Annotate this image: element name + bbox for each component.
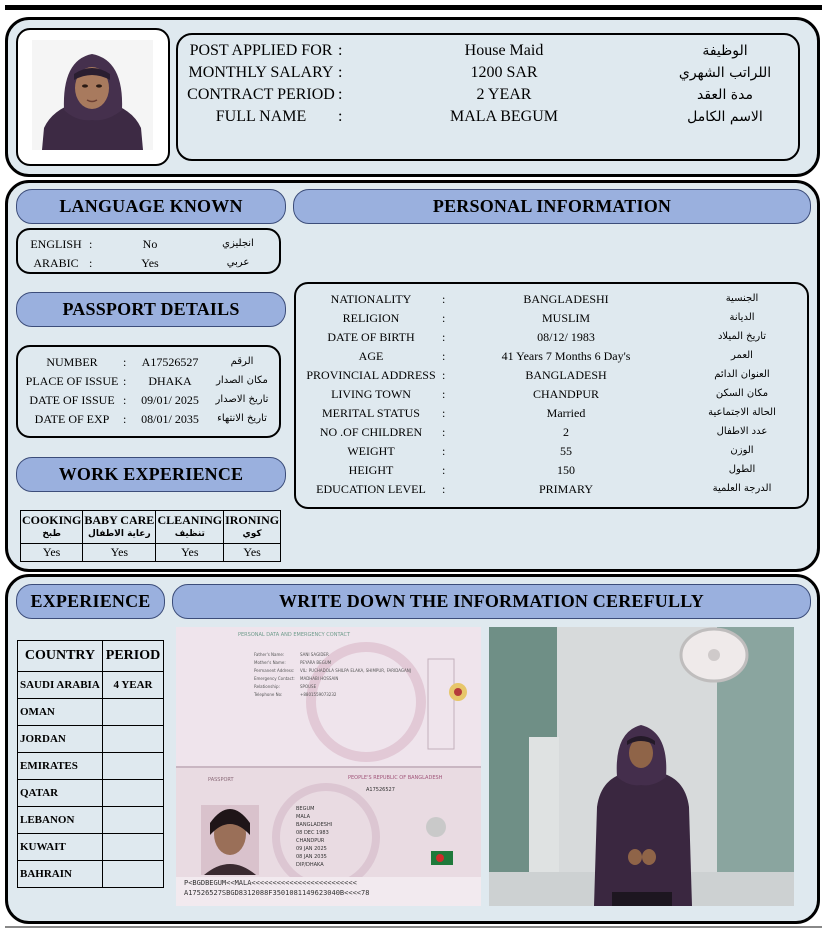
- top-rule: [5, 5, 822, 10]
- work-skill-ar: طبخ: [42, 529, 61, 539]
- personal-value: PRIMARY: [538, 482, 594, 496]
- scan-field-key: Mother's Name:: [254, 660, 286, 665]
- passport-colon: :: [123, 374, 127, 388]
- work-skill-value: Yes: [224, 544, 281, 562]
- work-experience-title: WORK EXPERIENCE: [16, 457, 286, 492]
- language-colon: :: [89, 256, 93, 270]
- language-known-title: LANGUAGE KNOWN: [16, 189, 286, 224]
- experience-period: [103, 807, 164, 834]
- work-skill-header: [21, 511, 83, 544]
- passport-arabic: تاريخ الاصدار: [215, 394, 269, 405]
- experience-country: KUWAIT: [18, 834, 103, 861]
- passport-colon: :: [123, 412, 127, 426]
- header-value: 2 YEAR: [476, 86, 532, 103]
- passport-mrz-line-1: P<BGDBEGUM<<MALA<<<<<<<<<<<<<<<<<<<<<<<<<: [184, 879, 357, 887]
- personal-arabic: عدد الاطفال: [716, 426, 768, 437]
- scan-name-line: DIP/DHAKA: [296, 862, 324, 868]
- work-skill-en: COOKING: [21, 513, 82, 527]
- scan-field-value: SPOUSE: [300, 684, 317, 689]
- header-arabic: الاسم الكامل: [687, 109, 763, 125]
- personal-colon: :: [442, 311, 446, 325]
- scan-name-line: MALA: [296, 814, 311, 820]
- experience-period: [103, 834, 164, 861]
- work-skill-value: Yes: [83, 544, 156, 562]
- work-skill-value: Yes: [21, 544, 83, 562]
- work-skill-value: Yes: [156, 544, 224, 562]
- header-value: MALA BEGUM: [449, 108, 558, 125]
- scan-field-value: SANI SAGIDER: [300, 652, 329, 657]
- personal-colon: :: [442, 482, 446, 496]
- experience-row: [18, 753, 164, 780]
- personal-label: EDUCATION LEVEL: [316, 482, 426, 496]
- personal-information-title: PERSONAL INFORMATION: [293, 189, 811, 224]
- work-experience-table: [20, 510, 281, 562]
- personal-value: MUSLIM: [541, 311, 590, 325]
- experience-country: EMIRATES: [18, 753, 103, 780]
- experience-title: EXPERIENCE: [16, 584, 165, 619]
- scan-field-value: VIL: PUCHADOLA SHILPA ELAKA, SHIMPUR, FARIDAGANJ: [300, 668, 411, 673]
- personal-colon: :: [442, 406, 446, 420]
- scan-name-line: 08 JAN 2035: [296, 854, 327, 860]
- profile-photo: [32, 40, 153, 150]
- bottom-rule: [5, 926, 822, 928]
- scan-field-row: [254, 667, 411, 675]
- personal-label: NATIONALITY: [330, 292, 412, 306]
- personal-value: BANGLADESH: [525, 368, 607, 382]
- personal-colon: :: [442, 292, 446, 306]
- personal-colon: :: [442, 387, 446, 401]
- header-arabic: مدة العقد: [697, 87, 753, 103]
- scan-name-line: BEGUM: [296, 806, 315, 812]
- scan-field-key: Telephone No:: [254, 692, 283, 697]
- passport-scan-fields: [254, 651, 411, 699]
- experience-table: [17, 640, 164, 888]
- period-header: PERIOD: [103, 641, 164, 672]
- language-label: ARABIC: [33, 256, 79, 270]
- language-arabic: عربي: [226, 257, 250, 268]
- scan-field-row: [254, 683, 411, 691]
- personal-arabic: الوزن: [730, 445, 754, 456]
- personal-label: PROVINCIAL ADDRESS: [306, 368, 436, 382]
- personal-value: 08/12/ 1983: [537, 330, 595, 344]
- work-skill-ar: رعاية الاطفال: [88, 529, 151, 539]
- personal-arabic: الحالة الاجتماعية: [708, 407, 776, 418]
- passport-arabic: تاريخ الانتهاء: [217, 413, 267, 424]
- scan-name-line: BANGLADESHI: [296, 822, 333, 828]
- personal-colon: :: [442, 425, 446, 439]
- scan-field-key: Father's Name:: [254, 652, 285, 657]
- personal-label: MERITAL STATUS: [322, 406, 420, 420]
- personal-colon: :: [442, 330, 446, 344]
- language-colon: :: [89, 237, 93, 251]
- scan-field-row: [254, 651, 411, 659]
- passport-scan-image: [176, 627, 481, 906]
- scan-name-line: 09 JAN 2025: [296, 846, 327, 852]
- personal-colon: :: [442, 444, 446, 458]
- personal-label: WEIGHT: [347, 444, 395, 458]
- scan-name-line: 08 DEC 1983: [296, 830, 329, 836]
- header-label: MONTHLY SALARY: [188, 64, 334, 81]
- experience-row: [18, 672, 164, 699]
- passport-scan-number: A17526527: [366, 787, 395, 793]
- personal-arabic: الطول: [728, 464, 756, 475]
- personal-label: HEIGHT: [348, 463, 394, 477]
- personal-value: 2: [563, 425, 569, 439]
- header-colon: :: [338, 42, 343, 59]
- passport-label: NUMBER: [46, 355, 98, 369]
- header-label: FULL NAME: [215, 108, 307, 125]
- language-value: Yes: [141, 256, 159, 270]
- work-skill-header: [83, 511, 156, 544]
- passport-scan-header: PERSONAL DATA AND EMERGENCY CONTACT: [238, 632, 351, 638]
- scan-field-row: [254, 691, 411, 699]
- work-skill-header: [156, 511, 224, 544]
- header-value: House Maid: [464, 42, 544, 59]
- experience-row: [18, 726, 164, 753]
- header-value: 1200 SAR: [470, 64, 538, 81]
- experience-row: [18, 699, 164, 726]
- passport-colon: :: [123, 355, 127, 369]
- passport-label: PLACE OF ISSUE: [25, 374, 119, 388]
- personal-value: 41 Years 7 Months 6 Day's: [501, 349, 631, 363]
- header-arabic: الوظيفة: [702, 43, 748, 59]
- experience-period: [103, 699, 164, 726]
- scan-name-line: CHANDPUR: [296, 838, 325, 844]
- passport-value: DHAKA: [148, 374, 192, 388]
- scan-field-key: Relationship:: [254, 684, 280, 689]
- passport-arabic: مكان الصدار: [216, 375, 268, 386]
- personal-arabic: تاريخ الميلاد: [717, 331, 767, 342]
- personal-arabic: العنوان الدائم: [714, 369, 770, 380]
- personal-label: AGE: [358, 349, 384, 363]
- experience-country: QATAR: [18, 780, 103, 807]
- passport-scan-label: PASSPORT: [208, 777, 234, 783]
- work-skill-header: [224, 511, 281, 544]
- scan-field-value: PEYARA BEGUM: [300, 660, 332, 665]
- personal-value: CHANDPUR: [532, 387, 599, 401]
- passport-value: A17526527: [141, 355, 199, 369]
- personal-colon: :: [442, 349, 446, 363]
- experience-period: [103, 726, 164, 753]
- experience-country: SAUDI ARABIA: [18, 672, 103, 699]
- passport-value: 09/01/ 2025: [141, 393, 199, 407]
- personal-value: 55: [560, 444, 572, 458]
- personal-label: DATE OF BIRTH: [327, 330, 415, 344]
- header-arabic: اللراتب الشهري: [678, 65, 772, 81]
- experience-period: [103, 753, 164, 780]
- header-colon: :: [338, 86, 343, 103]
- experience-country: BAHRAIN: [18, 861, 103, 888]
- experience-row: [18, 807, 164, 834]
- passport-scan-names: [296, 805, 332, 869]
- personal-value: Married: [546, 406, 586, 420]
- personal-colon: :: [442, 368, 446, 382]
- work-skill-en: BABY CARE: [84, 513, 155, 527]
- language-label: ENGLISH: [30, 237, 82, 251]
- work-skill-ar: تنظيف: [174, 529, 205, 539]
- passport-value: 08/01/ 2035: [141, 412, 199, 426]
- experience-period: [103, 780, 164, 807]
- passport-label: DATE OF EXP: [34, 412, 110, 426]
- personal-arabic: الدرجة العلمية: [712, 483, 772, 494]
- language-value: No: [142, 237, 158, 251]
- experience-country: JORDAN: [18, 726, 103, 753]
- header-colon: :: [338, 64, 343, 81]
- country-header: COUNTRY: [18, 641, 103, 672]
- personal-arabic: الجنسية: [725, 293, 759, 304]
- passport-label: DATE OF ISSUE: [29, 393, 115, 407]
- full-body-photo: [489, 627, 794, 906]
- scan-field-row: [254, 675, 411, 683]
- scan-field-key: Emergency Contact:: [254, 676, 295, 681]
- header-colon: :: [338, 108, 343, 125]
- passport-scan-country: PEOPLE'S REPUBLIC OF BANGLADESH: [348, 775, 443, 781]
- experience-row: [18, 834, 164, 861]
- scan-field-row: [254, 659, 411, 667]
- write-carefully-title: WRITE DOWN THE INFORMATION CEREFULLY: [172, 584, 811, 619]
- header-label: POST APPLIED FOR: [189, 42, 333, 59]
- personal-arabic: العمر: [731, 350, 753, 361]
- personal-arabic: مكان السكن: [715, 388, 769, 399]
- scan-field-value: +8801559073232: [300, 692, 337, 697]
- experience-row: [18, 780, 164, 807]
- experience-period: 4 YEAR: [103, 672, 164, 699]
- scan-field-value: MADHABI HOSSAIN: [300, 676, 339, 681]
- passport-colon: :: [123, 393, 127, 407]
- experience-period: [103, 861, 164, 888]
- header-label: CONTRACT PERIOD: [187, 86, 335, 103]
- language-arabic: انجليزي: [222, 238, 254, 249]
- work-skill-en: IRONING: [225, 513, 280, 527]
- experience-country: OMAN: [18, 699, 103, 726]
- work-skill-en: CLEANING: [157, 513, 223, 527]
- personal-label: LIVING TOWN: [331, 387, 411, 401]
- personal-arabic: الديانة: [729, 312, 755, 323]
- experience-row: [18, 861, 164, 888]
- passport-details-title: PASSPORT DETAILS: [16, 292, 286, 327]
- passport-mrz-line-2: A17526527SBGD8312088F3501081149623040B<<<<78: [184, 889, 370, 897]
- personal-value: BANGLADESHI: [523, 292, 609, 306]
- personal-label: NO .OF CHILDREN: [319, 425, 423, 439]
- scan-field-key: Permanent Address:: [254, 668, 295, 673]
- experience-country: LEBANON: [18, 807, 103, 834]
- personal-colon: :: [442, 463, 446, 477]
- passport-arabic: الرقم: [230, 356, 254, 367]
- work-skill-ar: كوي: [242, 529, 262, 539]
- personal-value: 150: [557, 463, 575, 477]
- personal-label: RELIGION: [342, 311, 400, 325]
